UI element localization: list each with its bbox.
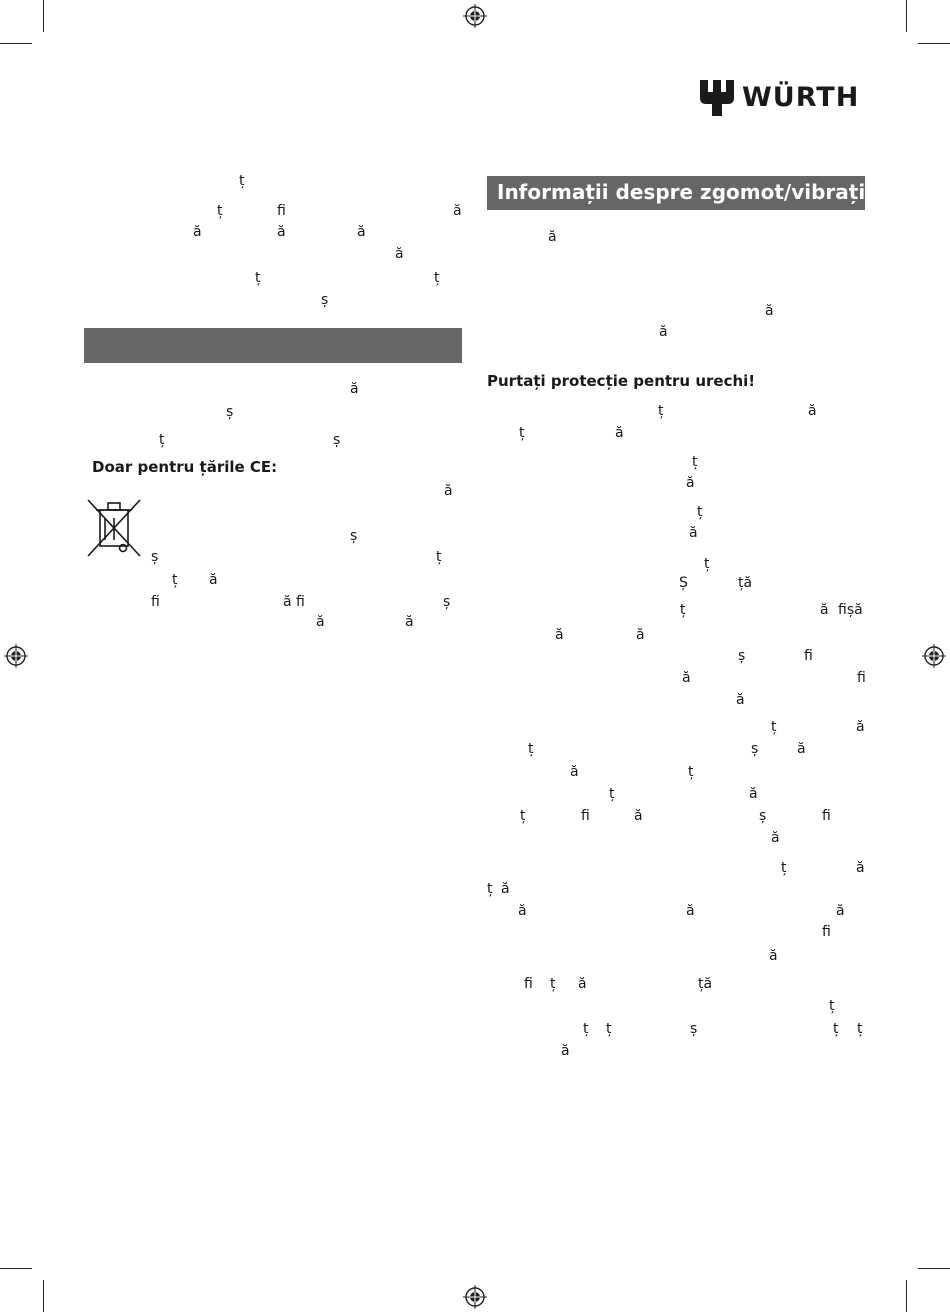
glyph: ă [808, 403, 817, 419]
glyph: fi [581, 808, 590, 824]
glyph: ă [501, 881, 510, 897]
glyph: fișă [838, 602, 863, 618]
glyph: ț [829, 998, 835, 1014]
glyph: Ș [679, 575, 688, 591]
glyph: fi [822, 924, 831, 940]
glyph: ă [357, 224, 366, 240]
glyph: fi [151, 594, 160, 610]
glyph: ță [738, 575, 753, 591]
glyph: ț [692, 454, 698, 470]
glyph: ă [836, 903, 845, 919]
registration-mark-icon [4, 644, 28, 668]
crop-mark-top-left-vertical [43, 0, 44, 32]
glyph: ă [771, 830, 780, 846]
glyph: ț [781, 860, 787, 876]
glyph: ă [634, 808, 643, 824]
glyph: ă [689, 525, 698, 541]
brand-wordmark: WÜRTH [742, 82, 860, 113]
crop-mark-top-left-horizontal [0, 43, 32, 44]
glyph: ă [518, 903, 527, 919]
glyph: ă [820, 602, 829, 618]
glyph: ț [528, 741, 534, 757]
glyph: ș [443, 594, 451, 610]
glyph: ț [609, 786, 615, 802]
subheading-hearing-protection: Purtați protecție pentru urechi! [487, 372, 756, 390]
crop-mark-bottom-left-vertical [43, 1280, 44, 1312]
glyph: ă [578, 976, 587, 992]
glyph: ă [395, 246, 404, 262]
crop-mark-top-right-horizontal [918, 43, 950, 44]
registration-mark-icon [922, 644, 946, 668]
glyph: ș [350, 528, 358, 544]
glyph: ț [606, 1021, 612, 1037]
glyph: ă fi [283, 594, 305, 610]
glyph: ț [697, 504, 703, 520]
glyph: ță [698, 976, 713, 992]
glyph: ă [570, 764, 579, 780]
crop-mark-top-right-vertical [906, 0, 907, 32]
crop-mark-bottom-right-vertical [906, 1280, 907, 1312]
glyph: ț [519, 425, 525, 441]
registration-mark-icon [463, 4, 487, 28]
glyph: fi [804, 648, 813, 664]
glyph: ă [561, 1043, 570, 1059]
glyph: ă [765, 303, 774, 319]
glyph: ș [151, 549, 159, 565]
glyph: ș [759, 808, 767, 824]
glyph: ă [209, 572, 218, 588]
glyph: ă [749, 786, 758, 802]
glyph: ă [736, 692, 745, 708]
glyph: ă [856, 719, 865, 735]
glyph: ă [769, 948, 778, 964]
crop-mark-bottom-left-horizontal [0, 1268, 32, 1269]
glyph: ț [771, 719, 777, 735]
glyph: ș [751, 741, 759, 757]
glyph: ă [277, 224, 286, 240]
weee-bin-icon [86, 498, 142, 560]
glyph: ă [797, 741, 806, 757]
glyph: ț [217, 203, 223, 219]
glyph: ș [321, 292, 329, 308]
glyph: fi [857, 670, 866, 686]
glyph: ă [444, 483, 453, 499]
glyph: ț [688, 764, 694, 780]
glyph: ț [658, 403, 664, 419]
glyph: fi [277, 203, 286, 219]
glyph: ă [548, 229, 557, 245]
glyph: ă [686, 903, 695, 919]
wurth-logo-icon [700, 80, 734, 116]
glyph: ț [704, 556, 710, 572]
glyph: fi [524, 976, 533, 992]
glyph: ș [690, 1021, 698, 1037]
glyph: ț [520, 808, 526, 824]
glyph: ț [159, 432, 165, 448]
section-title-bar-left [84, 328, 462, 363]
glyph: ă [350, 381, 359, 397]
glyph: ț [255, 270, 261, 286]
glyph: ț [680, 602, 686, 618]
glyph: ă [686, 475, 695, 491]
glyph: ă [856, 860, 865, 876]
glyph: ț [550, 976, 556, 992]
glyph: ă [405, 614, 414, 630]
glyph: ă [615, 425, 624, 441]
glyph: ț [436, 549, 442, 565]
glyph: ș [738, 648, 746, 664]
glyph: ț [434, 270, 440, 286]
glyph: ă [193, 224, 202, 240]
glyph: ț [833, 1021, 839, 1037]
glyph: ț [487, 881, 493, 897]
section-title: Informații despre zgomot/vibrații [497, 180, 873, 204]
glyph: ș [226, 404, 234, 420]
glyph: ă [659, 324, 668, 340]
glyph: ț [172, 572, 178, 588]
glyph: ă [555, 627, 564, 643]
glyph: ț [857, 1021, 863, 1037]
glyph: ă [636, 627, 645, 643]
glyph: ț [583, 1021, 589, 1037]
glyph: fi [822, 808, 831, 824]
subheading-ce-countries: Doar pentru țările CE: [92, 458, 278, 476]
glyph: ș [333, 432, 341, 448]
glyph: ă [682, 670, 691, 686]
registration-mark-icon [463, 1285, 487, 1309]
glyph: ț [239, 173, 245, 189]
glyph: ă [316, 614, 325, 630]
glyph: ă [453, 203, 462, 219]
crop-mark-bottom-right-horizontal [918, 1268, 950, 1269]
